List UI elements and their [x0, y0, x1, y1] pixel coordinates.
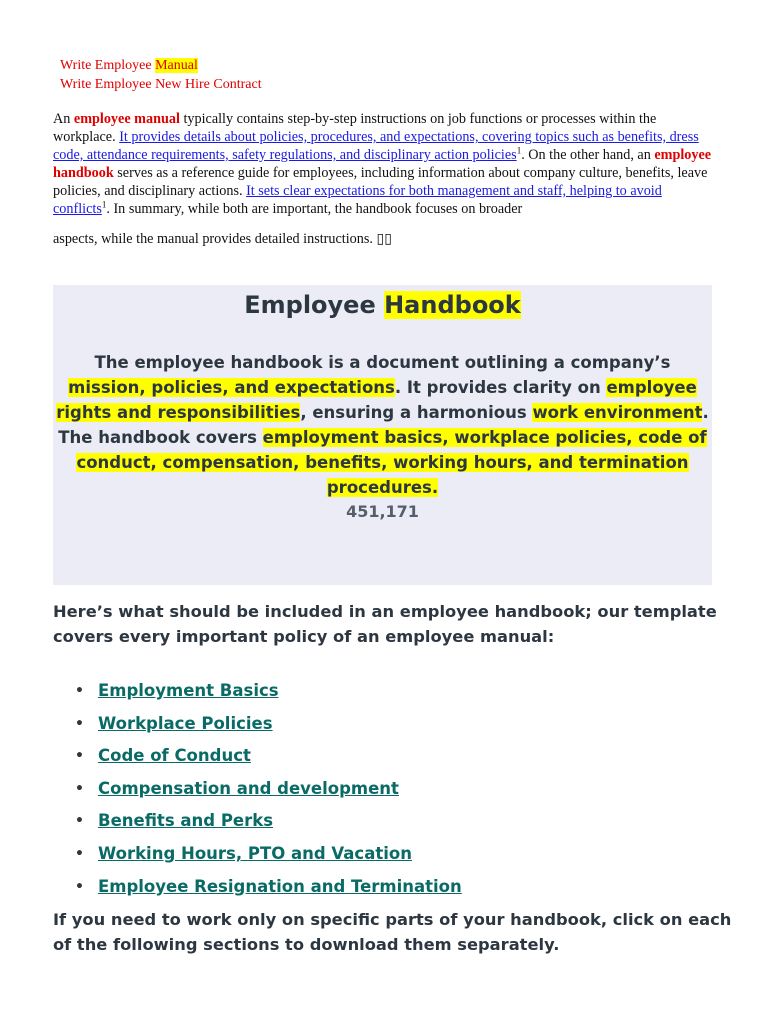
- bullet: •: [75, 878, 84, 895]
- handbook-section-list: [53, 676, 462, 904]
- section-link-benefits[interactable]: Benefits and Perks: [98, 811, 274, 831]
- write-new-hire-contract-link[interactable]: Write Employee New Hire Contract: [60, 77, 262, 92]
- bullet: •: [75, 845, 84, 862]
- term-employee-manual: employee manual: [73, 111, 180, 127]
- panel-description: The employee handbook is a document outlining a company’s mission, policies, and expectations. It provides clarity on employee rights and responsibilities, ensuring a harmonious work environment. The handbook covers employment basics, workplace policies, code of conduct, compensation, benefits, working hours, and termination procedures. 451,171: [53, 350, 712, 523]
- bullet: •: [75, 780, 84, 797]
- term-employee-handbook: employee handbook: [53, 147, 712, 181]
- manual-highlight: Manual: [155, 58, 198, 73]
- footnote-1[interactable]: 1: [516, 145, 522, 156]
- view-count: 451,171: [346, 502, 419, 521]
- section-link-employment-basics[interactable]: Employment Basics: [98, 681, 279, 700]
- included-heading: Here’s what should be included in an employee handbook; our template covers every important policy of an employee manual:: [53, 602, 717, 646]
- list-item: [53, 774, 462, 807]
- list-item: [53, 839, 462, 872]
- bullet: •: [75, 683, 84, 699]
- section-link-compensation[interactable]: Compensation and development: [98, 778, 399, 798]
- list-item: [53, 872, 462, 905]
- list-item: [53, 806, 462, 839]
- list-item: [53, 676, 462, 709]
- handbook-panel: [53, 285, 712, 585]
- section-link-code-of-conduct[interactable]: Code of Conduct: [98, 746, 251, 766]
- section-link-working-hours[interactable]: Working Hours, PTO and Vacation: [98, 843, 412, 863]
- section-link-workplace-policies[interactable]: Workplace Policies: [98, 713, 273, 733]
- footnote-2[interactable]: 1: [101, 199, 107, 210]
- write-employee-manual-link[interactable]: Write Employee Manual: [60, 58, 198, 73]
- bullet: •: [75, 813, 84, 830]
- top-links: [60, 56, 262, 94]
- bullet: •: [75, 748, 84, 765]
- panel-title: Employee Handbook: [244, 291, 521, 319]
- bullet: •: [75, 715, 84, 732]
- list-item: [53, 741, 462, 774]
- section-link-resignation[interactable]: Employee Resignation and Termination: [98, 876, 462, 896]
- policies-link[interactable]: It provides details about policies, procedures, and expectations, covering topics such as benefits, dress code, attendance requirements, safety regulations, and disciplinary action policies: [53, 129, 699, 163]
- closing-paragraph: If you need to work only on specific parts of your handbook, click on each of the following sections to download them separately.: [53, 910, 732, 954]
- expectations-link[interactable]: It sets clear expectations for both management and staff, helping to avoid conflicts: [53, 183, 662, 217]
- intro-tail: aspects, while the manual provides detailed instructions. ▯▯: [53, 231, 393, 247]
- intro-paragraph: An employee manual typically contains step-by-step instructions on job functions or processes within the workplace. It provides details about policies, procedures, and expectations, covering topics such as benefits, dress code, attendance requirements, safety regulations, and disciplinary action policies$^1$. On the other hand, an employee handbook serves as a reference guide for employees, including information about company culture, benefits, leave policies, and disciplinary actions. It sets clear expectations for both management and staff, helping to avoid conflicts$^1$. In summary, while both are important, the handbook focuses on broader aspects, while the manual provides detailed instructions. ▯▯: [53, 111, 712, 247]
- list-item: [53, 709, 462, 742]
